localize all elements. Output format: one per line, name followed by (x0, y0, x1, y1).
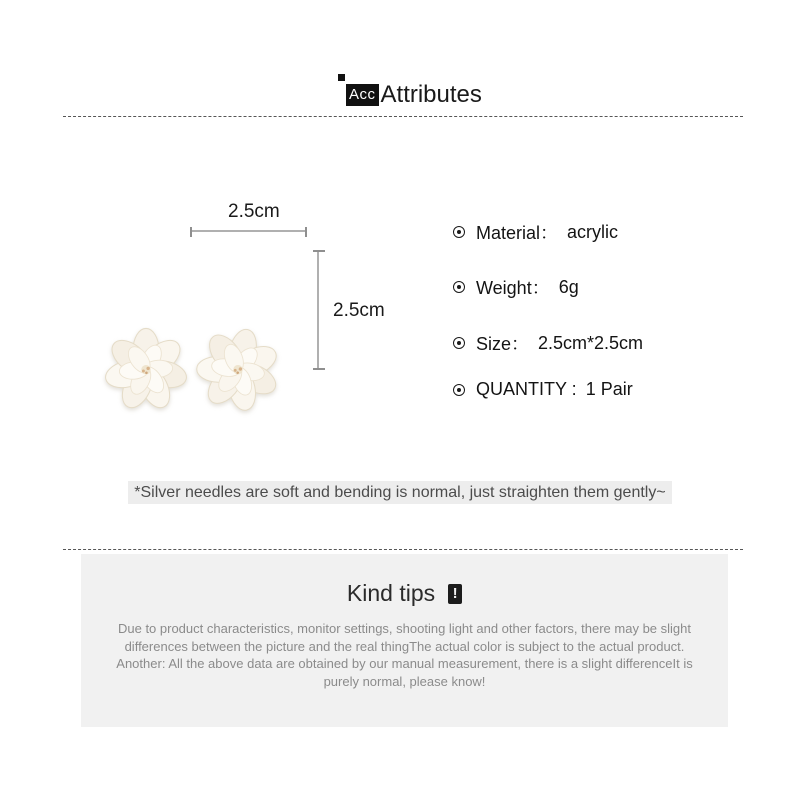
circle-dot-icon (453, 337, 465, 349)
earring-photo-right (195, 325, 281, 411)
tips-line: Another: All the above data are obtained by our manual measurement, there is a slight differenceIt is (116, 656, 693, 672)
width-measurement-line (190, 230, 307, 232)
divider-dashed-bottom (63, 549, 743, 550)
kind-tips-text (81, 620, 728, 690)
attribute-label: Size： (476, 334, 530, 354)
divider-dashed-top (63, 116, 743, 117)
section-title: Attributes (380, 81, 482, 108)
ruler-tick (313, 368, 325, 370)
attributes-header (346, 82, 482, 108)
kind-tips-heading (81, 580, 728, 607)
flower-earring-image (195, 325, 281, 411)
circle-dot-icon (453, 384, 465, 396)
silver-needle-note: *Silver needles are soft and bending is normal, just straighten them gently~ (128, 481, 671, 504)
tips-line: differences between the picture and the real thingThe actual color is subject to the actual product. (124, 638, 685, 654)
flower-earring-image (103, 325, 189, 411)
attribute-weight (453, 274, 579, 300)
exclamation-icon: ! (448, 584, 462, 604)
attribute-label: Material： (476, 223, 559, 243)
square-decoration (338, 74, 345, 81)
kind-tips-box (81, 554, 728, 727)
attribute-label: Weight： (476, 278, 550, 298)
attribute-quantity (453, 379, 633, 400)
circle-dot-icon (453, 226, 465, 238)
tips-line: purely normal, please know! (323, 673, 486, 689)
attribute-value: acrylic (567, 221, 619, 242)
circle-dot-icon (453, 281, 465, 293)
acc-badge: Acc (346, 84, 379, 106)
attribute-value: 6g (558, 276, 579, 297)
ruler-tick (313, 250, 325, 252)
ruler-tick (305, 227, 307, 237)
kind-tips-title: Kind tips (346, 580, 436, 606)
attribute-value: 1 Pair (585, 379, 633, 399)
note-row (0, 481, 800, 504)
height-measurement-label: 2.5cm (333, 300, 385, 321)
attribute-material (453, 219, 618, 245)
attribute-size (453, 330, 643, 356)
ruler-tick (190, 227, 192, 237)
earring-photo-left (103, 325, 189, 411)
attribute-label: QUANTITY : (476, 379, 577, 399)
tips-line: Due to product characteristics, monitor settings, shooting light and other factors, there may be slight (117, 621, 691, 636)
width-measurement-label: 2.5cm (228, 201, 280, 222)
attribute-value: 2.5cm*2.5cm (538, 332, 644, 353)
height-measurement-line (317, 250, 319, 370)
